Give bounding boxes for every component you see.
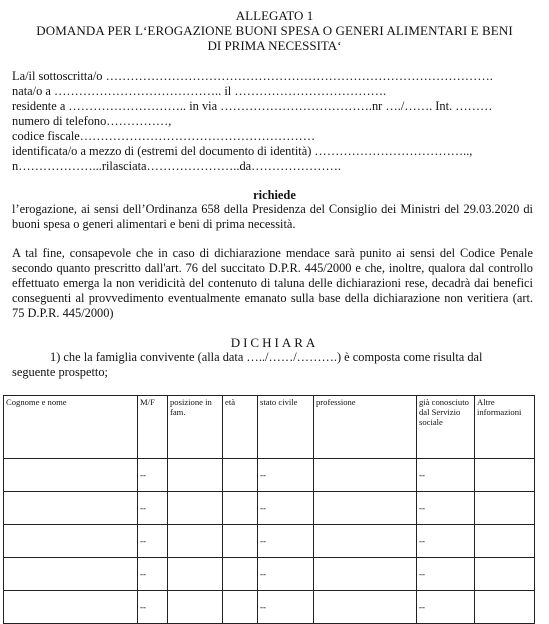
table-cell[interactable]: -- <box>258 591 314 624</box>
table-cell[interactable] <box>168 558 223 591</box>
table-cell[interactable] <box>168 459 223 492</box>
table-cell[interactable]: -- <box>138 492 168 525</box>
table-cell[interactable]: -- <box>138 558 168 591</box>
table-cell[interactable] <box>168 525 223 558</box>
identificata-field[interactable]: identificata/o a mezzo di (estremi del documento di identità) ……………………………….., <box>12 144 473 158</box>
table-cell[interactable]: -- <box>258 459 314 492</box>
documento-field[interactable]: n………………...rilasciata…………………..da…………………. <box>12 159 342 173</box>
table-cell[interactable]: -- <box>258 558 314 591</box>
table-cell[interactable] <box>168 591 223 624</box>
table-cell[interactable] <box>475 591 535 624</box>
sottoscritto-field[interactable]: La/il sottoscritta/o …………………………………………………………………………………. <box>12 69 493 83</box>
table-cell[interactable]: -- <box>417 459 475 492</box>
table-cell[interactable] <box>475 558 535 591</box>
table-cell[interactable]: -- <box>138 459 168 492</box>
table-cell[interactable]: -- <box>417 492 475 525</box>
richiede-heading: richiede <box>253 188 296 202</box>
telefono-field[interactable]: numero di telefono……………, <box>12 114 172 128</box>
table-row <box>4 558 535 591</box>
table-cell[interactable]: -- <box>138 525 168 558</box>
table-header-servizio-sociale: già conosciuto dal Servizio sociale <box>417 396 475 459</box>
table-header-altre-info: Altre informazioni <box>475 396 535 459</box>
table-cell[interactable] <box>223 591 258 624</box>
table-cell[interactable] <box>314 525 417 558</box>
table-cell[interactable] <box>4 459 138 492</box>
table-cell[interactable]: -- <box>417 558 475 591</box>
table-cell[interactable] <box>4 492 138 525</box>
table-header-eta: età <box>223 396 258 459</box>
table-cell[interactable] <box>314 591 417 624</box>
form-title-line-1: DOMANDA PER L‘EROGAZIONE BUONI SPESA O GENERI ALIMENTARI E BENI <box>36 23 513 38</box>
consapevole-paragraph: A tal fine, consapevole che in caso di dichiarazione mendace sarà punito ai sensi del Codice Penale secondo quanto prescritto dall'art. 76 del succitato D.P.R. 445/2000 e che, inoltre, qualora dal controllo effettuato emerga la non veridicità del contenuto di taluna delle dichiarazioni rese, decadrà dai benefici conseguenti al provvedimento eventualmente emanato sulla base della dichiarazione non veritiera (art. 75 D.P.R. 445/2000) <box>12 246 533 320</box>
table-cell[interactable] <box>223 492 258 525</box>
table-cell[interactable] <box>314 459 417 492</box>
table-row <box>4 459 535 492</box>
allegato-label: ALLEGATO 1 <box>235 8 314 23</box>
table-cell[interactable] <box>223 525 258 558</box>
richiede-text: l’erogazione, ai sensi dell’Ordinanza 658 della Presidenza del Consiglio dei Ministri del 29.03.2020 di buoni spesa o generi alimentari e beni di prima necessità. <box>12 202 533 231</box>
table-cell[interactable]: -- <box>138 591 168 624</box>
residente-field[interactable]: residente a ……………………….. in via ……………………………….nr …./……. Int. ……… <box>12 99 493 113</box>
table-header-sesso: M/F <box>138 396 168 459</box>
table-header-cognome: Cognome e nome <box>4 396 138 459</box>
table-header-row <box>4 396 535 459</box>
nato-field[interactable]: nata/o a ………………………………….. il ………………………………. <box>12 84 387 98</box>
table-header-professione: professione <box>314 396 417 459</box>
table-cell[interactable] <box>4 591 138 624</box>
table-cell[interactable] <box>314 492 417 525</box>
table-row <box>4 525 535 558</box>
table-cell[interactable] <box>4 558 138 591</box>
table-cell[interactable]: -- <box>417 525 475 558</box>
table-cell[interactable] <box>223 459 258 492</box>
form-title-line-2: DI PRIMA NECESSITA‘ <box>207 38 342 53</box>
table-cell[interactable] <box>475 525 535 558</box>
table-cell[interactable] <box>223 558 258 591</box>
table-cell[interactable] <box>4 525 138 558</box>
table-cell[interactable] <box>475 459 535 492</box>
family-table <box>3 395 535 624</box>
dichiara-line-2: seguente prospetto; <box>12 365 109 379</box>
dichiara-heading: DICHIARA <box>230 335 319 350</box>
table-cell[interactable]: -- <box>417 591 475 624</box>
table-cell[interactable]: -- <box>258 492 314 525</box>
table-cell[interactable] <box>314 558 417 591</box>
table-row <box>4 591 535 624</box>
table-row <box>4 492 535 525</box>
table-cell[interactable]: -- <box>258 525 314 558</box>
codice-fiscale-field[interactable]: codice fiscale………………………………………………… <box>12 129 316 143</box>
table-header-stato-civile: stato civile <box>258 396 314 459</box>
dichiara-line-1: 1) che la famiglia convivente (alla data …../……/……….) è composta come risulta dal <box>50 350 483 364</box>
table-cell[interactable] <box>475 492 535 525</box>
table-cell[interactable] <box>168 492 223 525</box>
table-header-posizione: posizione in fam. <box>168 396 223 459</box>
